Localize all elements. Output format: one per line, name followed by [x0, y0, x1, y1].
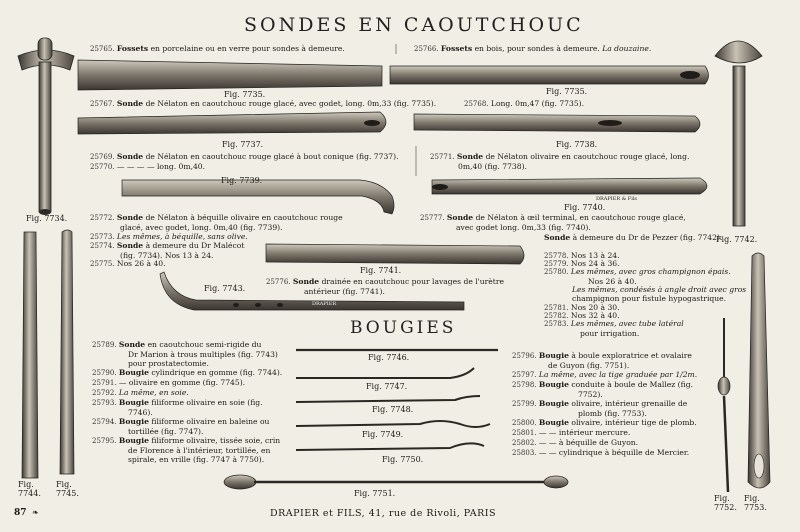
fig-label-7748: Fig. 7748. — [372, 405, 414, 414]
fig-label-7743: Fig. 7743. — [204, 284, 246, 293]
fig-label-7735b: Fig. 7735. — [546, 87, 588, 96]
entry-25777: 25777. Sonde de Nélaton à œil terminal, en caoutchouc rouge glacé, avec godet long. 0m,33 (fig. 7740). — [420, 213, 686, 232]
entry-25769: 25769. Sonde de Nélaton en caoutchouc rouge glacé à bout conique (fig. 7737). — [90, 152, 399, 161]
fig-7734-illustration — [18, 38, 74, 215]
engraver-mark-1: DRAPIER & Fils — [596, 196, 638, 202]
entry-25772: 25772. Sonde de Nélaton à béquille olivaire en caoutchouc rouge glacé, avec godet, long. 0m,40 (fig. 7739). — [90, 213, 343, 232]
entry-25796: 25796. Bougie à boule exploratrice et ovalaire de Guyon (fig. 7751). — [512, 351, 692, 370]
engraver-mark-2: DRAPIER — [312, 301, 337, 307]
entry-25795: 25795. Bougie filiforme olivaire, tissée soie, crin de Florence à l'intérieur, tortillée, en spirale, en vrille (fig. 7747 à 7750). — [92, 436, 281, 464]
entry-25778: 25778. Nos 13 à 24. — [544, 251, 620, 260]
entry-25802: 25802. — — à béquille de Guyon. — [512, 438, 639, 447]
entry-25783: 25783. Les mêmes, avec tube latéral pour irrigation. — [544, 319, 684, 338]
entry-25771: 25771. Sonde de Nélaton olivaire en caoutchouc rouge glacé, long. 0m,40 (fig. 7738). — [430, 152, 690, 171]
fig-label-7751: Fig. 7751. — [354, 489, 396, 498]
section-title-sondes: SONDES EN CAOUTCHOUC — [244, 14, 584, 36]
entry-25770: 25770. — — — — long. 0m,40. — [90, 162, 206, 171]
entry-25792: 25792. La même, en soie. — [92, 388, 189, 397]
fig-label-7744: Fig. 7744. — [18, 480, 41, 498]
entry-25801: 25801. — — intérieur mercure. — [512, 428, 631, 437]
entry-pezzer: Sonde à demeure du Dr de Pezzer (fig. 7742). — [544, 233, 723, 242]
entry-25789: 25789. Sonde en caoutchouc semi-rigide du Dr Marion à trous multiples (fig. 7743) pour prostatectomie. — [92, 340, 278, 368]
entry-25774: 25774. Sonde à demeure du Dr Malécot (fig. 7734). Nos 13 à 24. — [90, 241, 245, 260]
entry-25767: 25767. Sonde de Nélaton en caoutchouc rouge glacé, avec godet, long. 0m,33 (fig. 7735). — [90, 99, 437, 108]
entry-25803: 25803. — — cylindrique à béquille de Mercier. — [512, 448, 690, 457]
ornament-icon: ❧ — [32, 508, 39, 517]
fig-7744-7745-illustration — [22, 230, 74, 478]
fig-label-7749: Fig. 7749. — [362, 430, 404, 439]
fig-label-7734: Fig. 7734. — [26, 214, 68, 223]
entry-25781: 25781. Nos 20 à 30. — [544, 303, 620, 312]
entry-25798: 25798. Bougie conduite à boule de Mallez (fig. 7752). — [512, 380, 693, 399]
publisher-footer: DRAPIER et FILS, 41, rue de Rivoli, PARIS — [270, 508, 497, 519]
entry-25768: 25768. Long. 0m,47 (fig. 7735). — [464, 99, 585, 108]
entry-25773: 25773. Les mêmes, à béquille, sans olive. — [90, 232, 248, 241]
fig-7735-illustration — [78, 60, 709, 90]
entry-25791: 25791. — olivaire en gomme (fig. 7745). — [92, 378, 246, 387]
fig-label-7735a: Fig. 7735. — [224, 90, 266, 99]
fig-label-7747: Fig. 7747. — [366, 382, 408, 391]
fig-label-7745: Fig. 7745. — [56, 480, 79, 498]
fig-label-7752: Fig. 7752. — [714, 494, 737, 512]
fig-label-7740: Fig. 7740. — [564, 203, 606, 212]
fig-label-7746: Fig. 7746. — [368, 353, 410, 362]
section-title-bougies: BOUGIES — [350, 318, 457, 338]
fig-7751-illustration — [224, 475, 568, 489]
fig-label-7750: Fig. 7750. — [382, 455, 424, 464]
entry-25782: 25782. Nos 32 à 40. — [544, 311, 620, 320]
entry-25780: 25780. Les mêmes, avec gros champignon épais. Nos 26 à 40. — [544, 267, 731, 286]
entry-25799: 25799. Bougie olivaire, intérieur grenaille de plomb (fig. 7753). — [512, 399, 688, 418]
entry-champignon: Les mêmes, condésés à angle droit avec gros champignon pour fistule hypogastrique. — [572, 285, 747, 303]
fig-label-7741: Fig. 7741. — [360, 266, 402, 275]
fig-label-7738: Fig. 7738. — [556, 140, 598, 149]
entry-25800: 25800. Bougie olivaire, intérieur tige de plomb. — [512, 418, 697, 427]
page-number: 87 — [14, 508, 27, 518]
fig-7737-7738-illustration — [78, 112, 700, 134]
entry-25776: 25776. Sonde drainée en caoutchouc pour lavages de l'urètre antérieur (fig. 7741). — [266, 277, 504, 296]
fig-label-7739: Fig. 7739. — [221, 176, 263, 185]
fig-label-7737: Fig. 7737. — [222, 140, 264, 149]
entry-25790: 25790. Bougie cylindrique en gomme (fig. 7744). — [92, 368, 283, 377]
entry-25775: 25775. Nos 26 à 40. — [90, 259, 166, 268]
entry-25765: 25765. Fossets en porcelaine ou en verre pour sondes à demeure. — [90, 44, 345, 53]
entry-25794: 25794. Bougie filiforme olivaire en baleine ou tortillée (fig. 7747). — [92, 417, 270, 436]
fig-label-7753: Fig. 7753. — [744, 494, 767, 512]
fig-7742-illustration — [715, 41, 762, 226]
fig-7741-illustration — [266, 244, 524, 264]
entry-25797: 25797. La même, avec la tige graduée par 1/2m. — [512, 370, 698, 379]
fig-label-7742: Fig. 7742. — [716, 235, 758, 244]
entry-25793: 25793. Bougie filiforme olivaire en soie (fig. 7746). — [92, 398, 263, 417]
entry-25766: 25766. Fossets en bois, pour sondes à demeure. La douzaine. — [414, 44, 652, 53]
entry-25779: 25779. Nos 24 à 36. — [544, 259, 620, 268]
